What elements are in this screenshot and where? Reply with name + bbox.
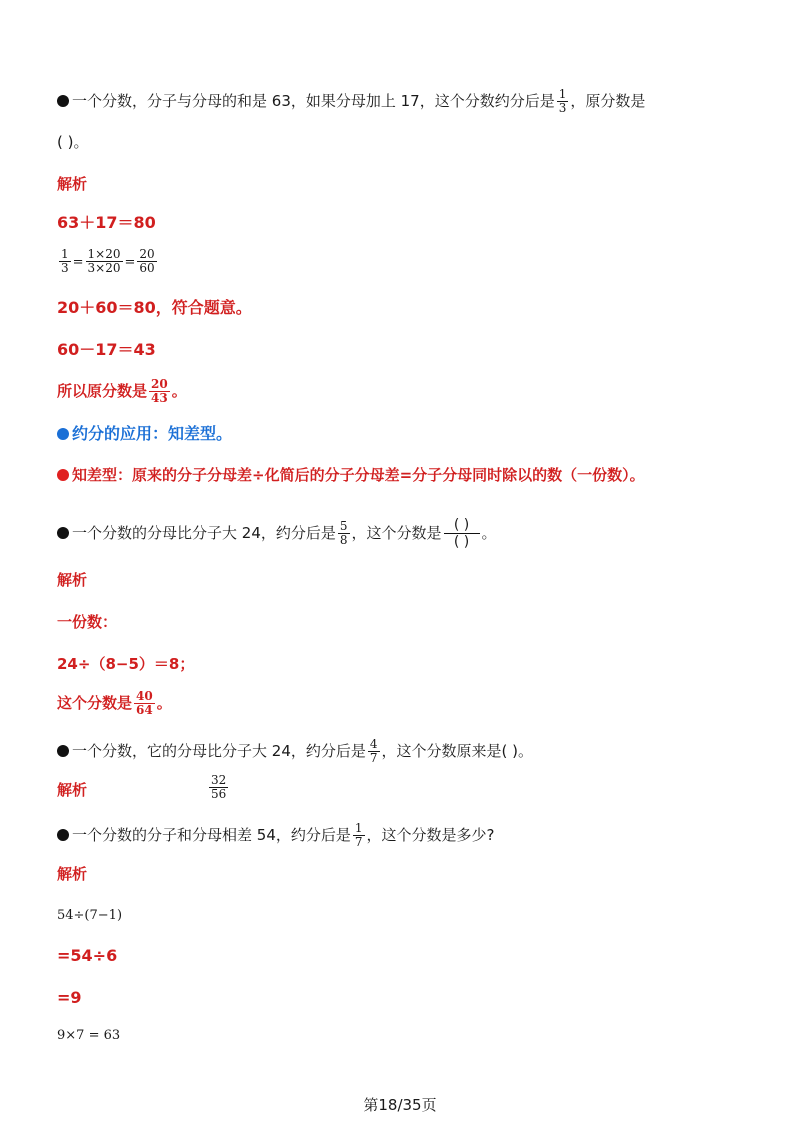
fraction: $\frac{32}{56}$ <box>211 773 227 801</box>
solution-step: =54÷6 <box>57 946 118 965</box>
question-1: 一个分数，分子与分母的和是 63，如果分母加上 17，这个分数约分后是 $\frac{1}{3}$ ，原分数是 <box>57 88 645 115</box>
solution-label: 解析 <box>57 781 88 799</box>
fraction: $\frac{1}{7}$ <box>354 821 363 849</box>
solution-step: 一份数： <box>57 613 118 631</box>
fraction-equation: $\frac{1}{3}$ = $\frac{1\times 20}{3\times 20}$ = $\frac{20}{60}$ <box>61 247 155 275</box>
fraction: $\frac{20}{60}$ <box>139 247 155 275</box>
bullet-icon <box>57 428 69 440</box>
fraction: $\frac{1}{3}$ <box>61 247 69 275</box>
solution-conclusion: 所以原分数是 $\frac{20}{43}$ 。 <box>57 377 187 405</box>
fraction: $\frac{1\times 20}{3\times 20}$ <box>87 247 121 275</box>
fraction: $\frac{4}{7}$ <box>369 737 378 765</box>
fraction: $\frac{40}{64}$ <box>136 689 153 717</box>
solution-label: 解析 <box>57 571 88 589</box>
solution-step: =9 <box>57 988 82 1007</box>
answer-blank-fraction: $\frac{( )}{( )}$ <box>444 517 480 550</box>
solution-step: 9×7 = 63 <box>57 1028 121 1043</box>
solution-answer <box>207 774 230 801</box>
fraction: $\frac{1}{3}$ <box>558 87 567 115</box>
solution-step: 24÷（8−5）＝8； <box>57 655 195 673</box>
section-title: 约分的应用：知差型。 <box>57 424 232 444</box>
bullet-icon <box>57 527 69 539</box>
fraction: $\frac{5}{8}$ <box>339 519 348 547</box>
rule-text: 知差型：原来的分子分母差÷化简后的分子分母差=分子分母同时除以的数（一份数）。 <box>57 465 645 485</box>
bullet-icon <box>57 469 69 481</box>
solution-step: 63＋17＝80 <box>57 213 156 232</box>
bullet-icon <box>57 829 69 841</box>
bullet-icon <box>57 745 69 757</box>
solution-step: 54÷(7−1) <box>57 908 123 923</box>
solution-label: 解析 <box>57 175 88 193</box>
question-3: 一个分数，它的分母比分子大 24，约分后是 $\frac{4}{7}$ ，这个分数原来是( )。 <box>57 738 533 765</box>
fraction: $\frac{20}{43}$ <box>151 377 168 405</box>
solution-label: 解析 <box>57 865 88 883</box>
bullet-icon <box>57 95 69 107</box>
answer-blank: ( )。 <box>57 133 89 151</box>
page-number: 第18/35页 <box>363 1096 437 1114</box>
question-4: 一个分数的分子和分母相差 54，约分后是 $\frac{1}{7}$ ，这个分数是多少? <box>57 822 494 849</box>
solution-step: 20＋60＝80，符合题意。 <box>57 298 252 317</box>
question-2: 一个分数的分母比分子大 24，约分后是 $\frac{5}{8}$ ，这个分数是 $\frac{( )}{( )}$ 。 <box>57 517 497 550</box>
solution-step: 60－17＝43 <box>57 340 156 359</box>
solution-conclusion: 这个分数是 $\frac{40}{64}$ 。 <box>57 689 172 717</box>
